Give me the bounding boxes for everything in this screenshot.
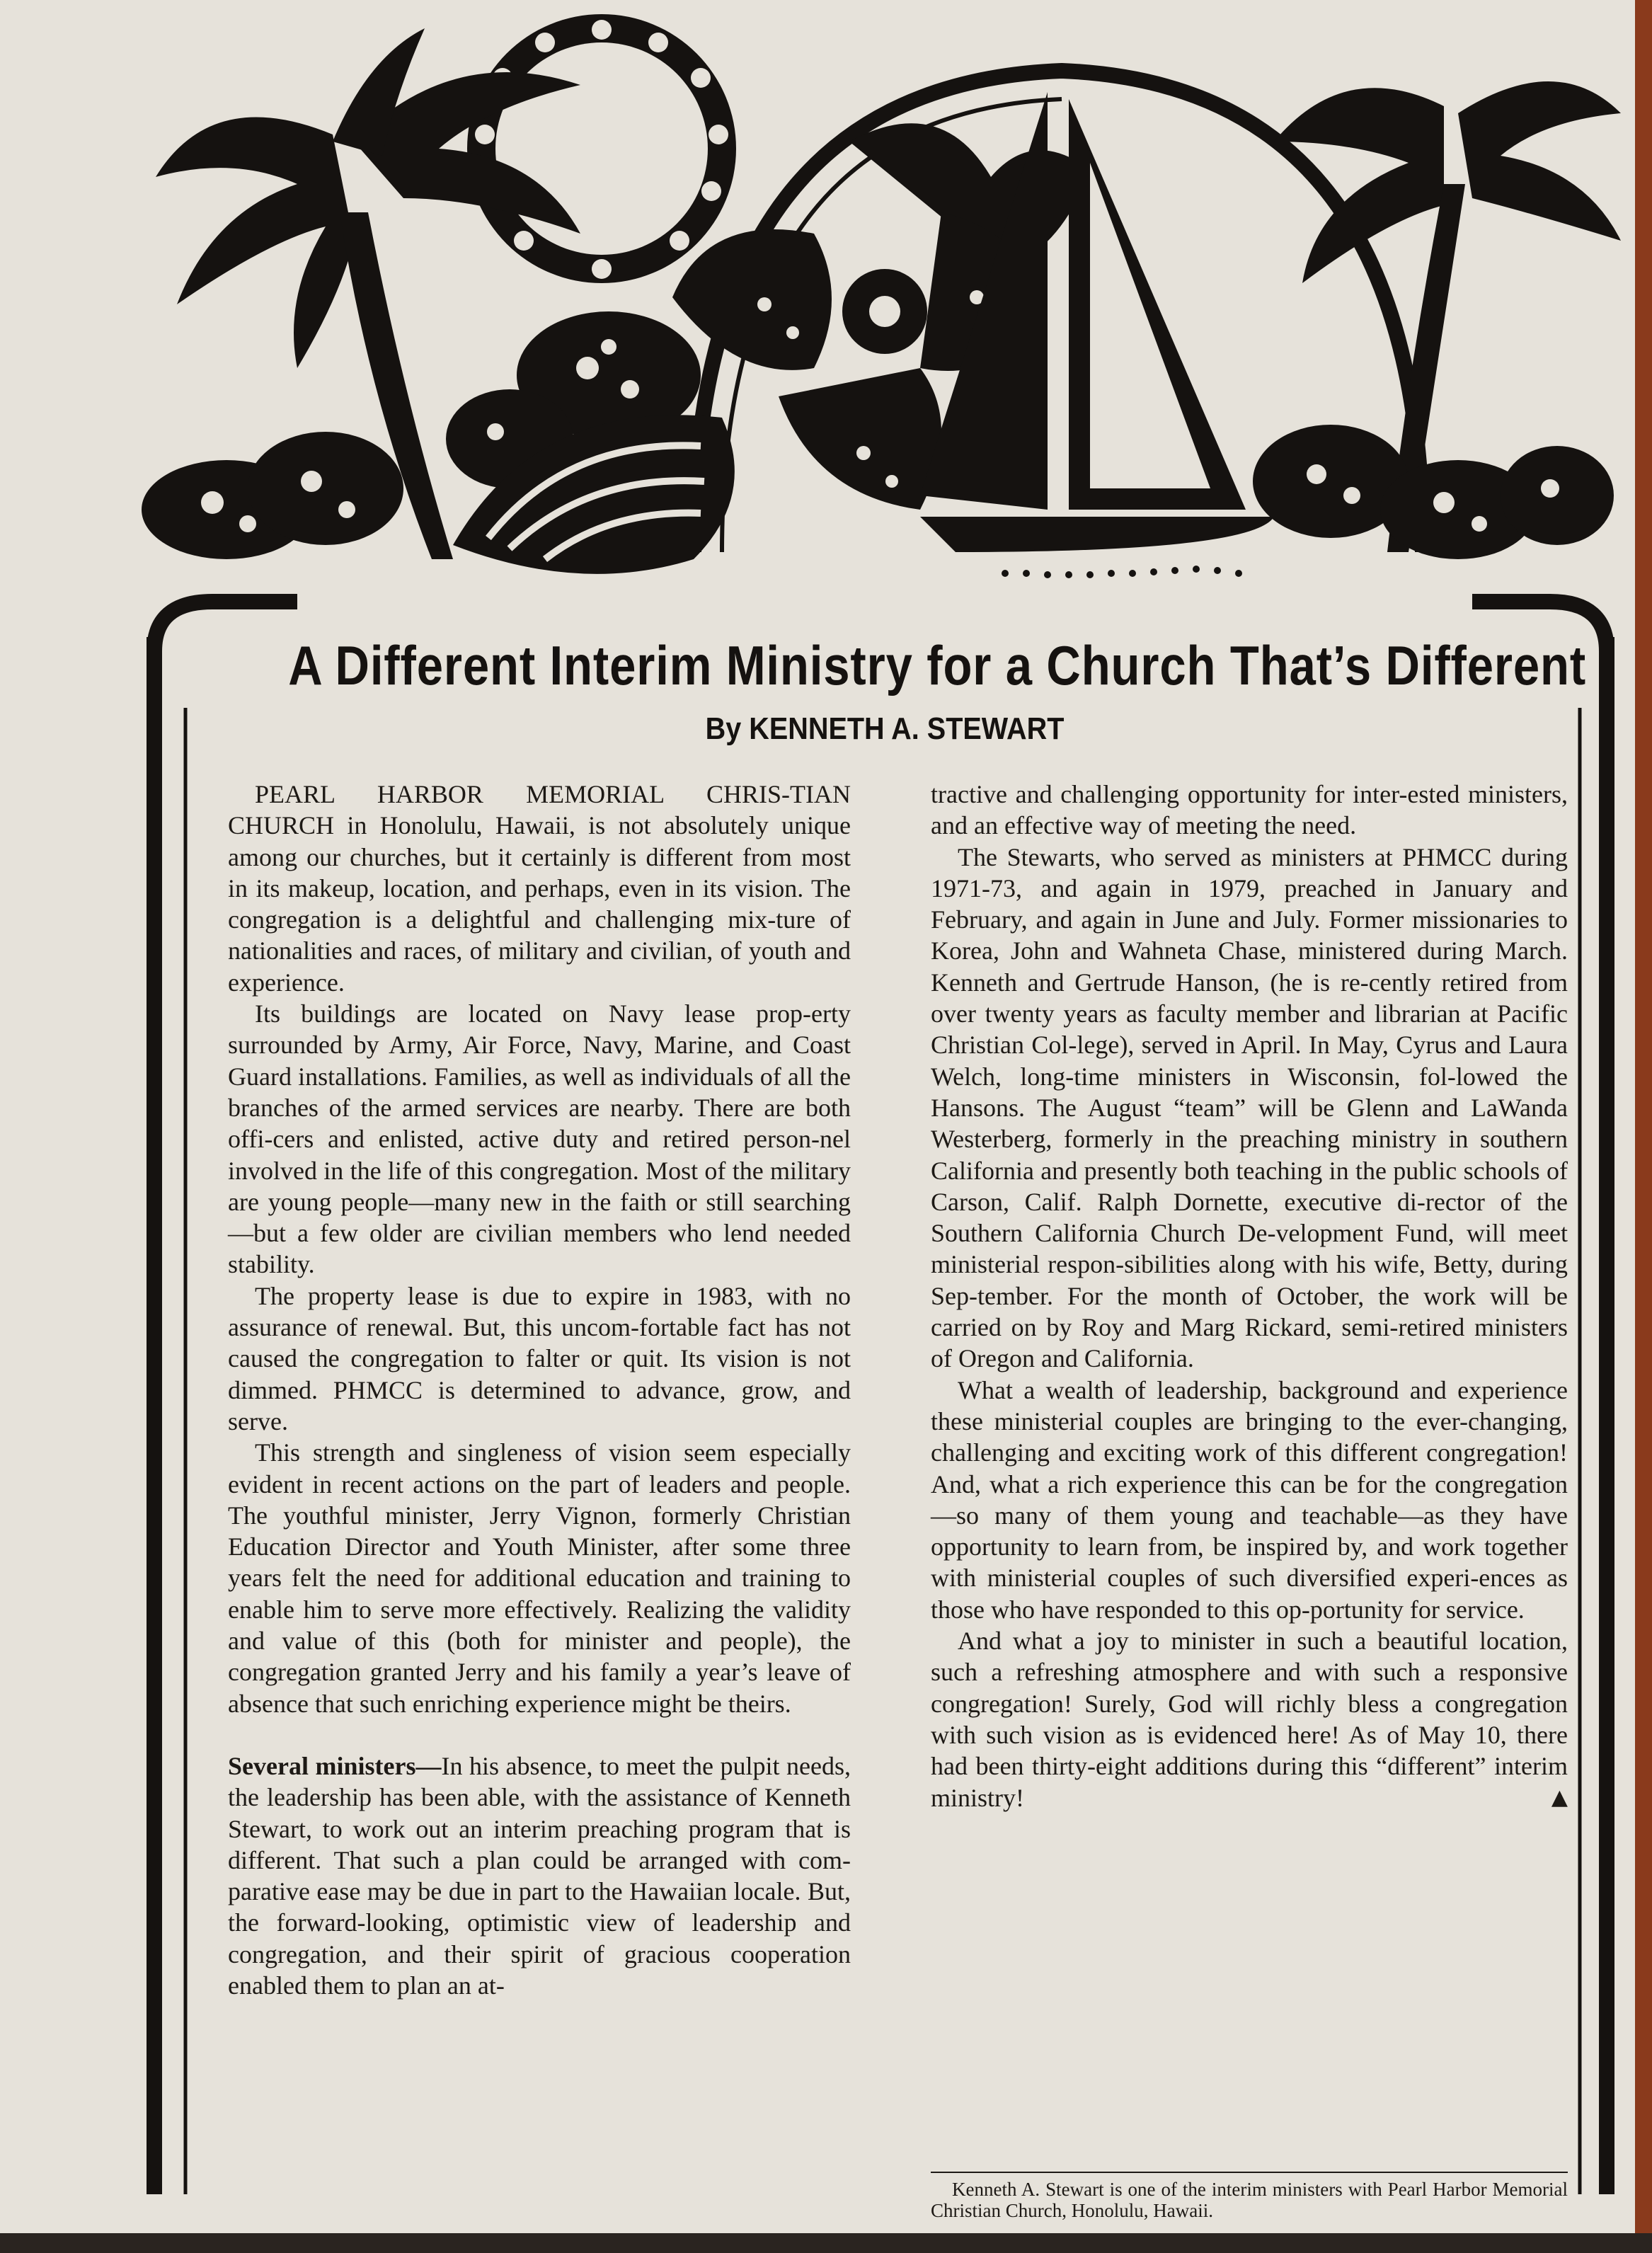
closing-text: And what a joy to minister in such a beautiful location, such a refreshing atmosphere and with such a responsive congregation! Surely, God will richly bless a congregation with such vision as is evidenced here! As of May 10, there had been thirty-eight additions during this “different” interim ministry! xyxy=(931,1627,1568,1812)
left-column xyxy=(228,779,851,2001)
article-byline: By KENNETH A. STEWART xyxy=(705,711,1065,746)
bio-divider xyxy=(931,2172,1568,2173)
page-bottom-edge xyxy=(0,2233,1652,2253)
paragraph: Its buildings are located on Navy lease prop-erty surrounded by Army, Air Force, Navy, Marine, and Coast Guard installations. Families, as well as individuals of all the branches of the armed services are nearby. There are both offi-cers and enlisted, active duty and retired person-nel involved in the life of this congregation. Most of the military are young people—many new in the faith or still searching—but a few older are civilian members who lend needed stability. xyxy=(228,999,851,1279)
section-heading: Several ministers— xyxy=(228,1751,442,1780)
right-column xyxy=(931,779,1568,1813)
author-bio: Kenneth A. Stewart is one of the interim ministers with Pearl Harbor Memorial Christian Church, Honolulu, Hawaii. xyxy=(931,2179,1568,2221)
paragraph: This strength and singleness of vision seem especially evident in recent actions on the part of leaders and people. The youthful minister, Jerry Vignon, formerly Christian Education Director and Youth Minister, after some three years felt the need for additional education and training to enable him to serve more effectively. Realizing the validity and value of this (both for minister and people), the congregation granted Jerry and his family a year’s leave of absence that such enriching experience might be theirs. xyxy=(228,1438,851,1718)
page-edge xyxy=(1635,0,1652,2253)
section-paragraph xyxy=(228,1750,851,2001)
article-title: A Different Interim Ministry for a Church That’s Different xyxy=(288,634,1587,696)
paragraph: The property lease is due to expire in 1983, with no assurance of renewal. But, this uncom-fortable fact has not caused the congregation to falter or quit. Its vision is not dimmed. PHMCC is determined to advance, grow, and serve. xyxy=(228,1281,851,1435)
paragraph xyxy=(931,1625,1568,1813)
paragraph: What a wealth of leadership, background and experience these ministerial couples are bringing to the ever-changing, challenging and exciting work of this different congregation! And, what a rich experience this can be for the congregation—so many of them young and teachable—as they have opportunity to learn from, be inspired by, and work together with ministerial couples of such diversified experi-ences as those who have responded to this op-portunity for service. xyxy=(931,1375,1568,1624)
end-mark-icon: ▲ xyxy=(1551,1784,1568,1810)
paragraph: tractive and challenging opportunity for inter-ested ministers, and an effective way of meeting the need. xyxy=(931,780,1568,840)
section-body: In his absence, to meet the pulpit needs, the leadership has been able, with the assistance of Kenneth Stewart, to work out an interim preaching program that is different. That such a plan could be arranged with com-parative ease may be due in part to the Hawaiian locale. But, the forward-looking, optimistic view of leadership and congregation, and their spirit of gracious cooperation enabled them to plan an at- xyxy=(228,1751,851,2000)
shrub-icon xyxy=(1253,425,1614,559)
paragraph: PEARL HARBOR MEMORIAL CHRIS-TIAN CHURCH in Honolulu, Hawaii, is not absolutely unique among our churches, but it certainly is different from most in its makeup, location, and perhaps, even in its vision. The congregation is a delightful and challenging mix-ture of nationalities and races, of military and civilian, of youth and experience. xyxy=(228,780,851,997)
sun-icon xyxy=(467,14,736,283)
paragraph: The Stewarts, who served as ministers at PHMCC during 1971-73, and again in 1979, preached in January and February, and again in June and July. Former missionaries to Korea, John and Wahneta Chase, ministered during March. Kenneth and Gertrude Hanson, (he is re-cently retired from over twenty years as faculty member and librarian at Pacific Christian Col-lege), served in April. In May, Cyrus and Laura Welch, long-time ministers in Wisconsin, fol-lowed the Hansons. The August “team” will be Glenn and LaWanda Westerberg, formerly in the preaching ministry in southern California and presently both teaching in the public schools of Carson, Calif. Ralph Dornette, executive di-rector of the Southern California Church De-velopment Fund, will meet ministerial respon-sibilities along with his wife, Betty, during Sep-tember. For the month of October, the work will be carried on by Roy and Marg Rickard, semi-retired ministers of Oregon and California. xyxy=(931,842,1568,1373)
